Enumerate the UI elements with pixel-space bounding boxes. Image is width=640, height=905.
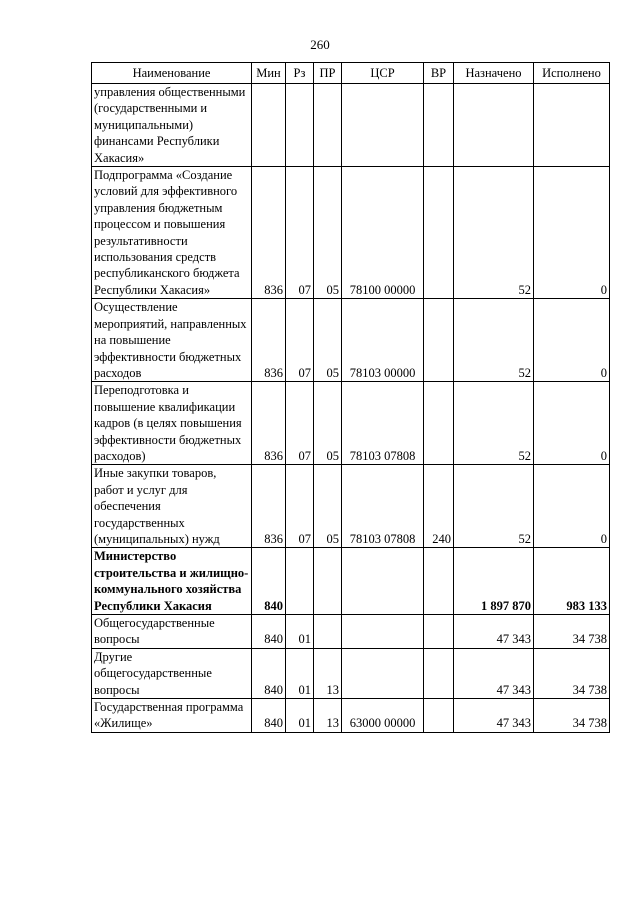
cell-min: 840 [252,699,286,733]
cell-rz [286,84,314,167]
table-row [92,699,610,733]
cell-min: 840 [252,548,286,615]
table-row [92,465,610,548]
table-row [92,382,610,465]
cell-executed: 0 [534,382,610,465]
cell-vr [424,84,454,167]
cell-name: Подпрограмма «Создание условий для эффективного управления бюджетным процессом и повышения результативности использования средств республиканского бюджета Республики Хакасия» [92,167,252,299]
table-row [92,84,610,167]
table-row [92,299,610,382]
cell-pr: 05 [314,465,342,548]
cell-min: 840 [252,648,286,698]
cell-executed: 34 738 [534,648,610,698]
cell-name: Государственная программа «Жилище» [92,699,252,733]
page-number: 260 [310,37,330,52]
cell-pr [314,548,342,615]
cell-csr [342,84,424,167]
cell-min: 836 [252,465,286,548]
cell-assigned [454,84,534,167]
header-min: Мин [252,63,286,84]
cell-csr: 78103 07808 [342,382,424,465]
cell-assigned: 47 343 [454,615,534,649]
cell-vr [424,548,454,615]
cell-executed: 0 [534,167,610,299]
cell-name: Переподготовка и повышение квалификации кадров (в целях повышения эффективности бюджетных расходов) [92,382,252,465]
table-row [92,167,610,299]
cell-name: Министерство строительства и жилищно-коммунального хозяйства Республики Хакасия [92,548,252,615]
cell-csr [342,548,424,615]
cell-csr [342,648,424,698]
cell-pr: 05 [314,299,342,382]
cell-min [252,84,286,167]
cell-pr: 05 [314,167,342,299]
cell-csr: 78100 00000 [342,167,424,299]
cell-pr [314,615,342,649]
cell-rz: 01 [286,648,314,698]
cell-executed: 983 133 [534,548,610,615]
cell-assigned: 52 [454,465,534,548]
header-vr: ВР [424,63,454,84]
cell-rz: 07 [286,465,314,548]
cell-rz: 01 [286,699,314,733]
cell-pr [314,84,342,167]
cell-rz: 07 [286,299,314,382]
header-assigned: Назначено [454,63,534,84]
cell-rz: 07 [286,167,314,299]
header-pr: ПР [314,63,342,84]
cell-min: 840 [252,615,286,649]
budget-table [91,62,610,733]
header-executed: Исполнено [534,63,610,84]
cell-assigned: 52 [454,167,534,299]
header-csr: ЦСР [342,63,424,84]
cell-assigned: 47 343 [454,648,534,698]
table-row [92,548,610,615]
cell-csr: 63000 00000 [342,699,424,733]
table-header-row [92,63,610,84]
cell-csr: 78103 00000 [342,299,424,382]
cell-assigned: 52 [454,299,534,382]
cell-name: Другие общегосударственные вопросы [92,648,252,698]
cell-vr [424,299,454,382]
cell-executed: 0 [534,465,610,548]
table-row [92,648,610,698]
cell-rz [286,548,314,615]
cell-vr [424,382,454,465]
cell-pr: 13 [314,699,342,733]
cell-vr [424,699,454,733]
cell-name: Иные закупки товаров, работ и услуг для обеспечения государственных (муниципальных) нужд [92,465,252,548]
cell-min: 836 [252,299,286,382]
cell-executed [534,84,610,167]
cell-csr: 78103 07808 [342,465,424,548]
cell-name: Осуществление мероприятий, направленных на повышение эффективности бюджетных расходов [92,299,252,382]
cell-rz: 01 [286,615,314,649]
cell-executed: 34 738 [534,699,610,733]
cell-vr: 240 [424,465,454,548]
cell-name: Общегосударственные вопросы [92,615,252,649]
cell-vr [424,167,454,299]
cell-min: 836 [252,167,286,299]
cell-vr [424,648,454,698]
cell-assigned: 47 343 [454,699,534,733]
cell-pr: 05 [314,382,342,465]
cell-rz: 07 [286,382,314,465]
cell-csr [342,615,424,649]
header-name: Наименование [92,63,252,84]
cell-executed: 0 [534,299,610,382]
cell-pr: 13 [314,648,342,698]
cell-name: управления общественными (государственными и муниципальными) финансами Республики Хакасия» [92,84,252,167]
cell-assigned: 1 897 870 [454,548,534,615]
cell-min: 836 [252,382,286,465]
table-row [92,615,610,649]
cell-vr [424,615,454,649]
cell-executed: 34 738 [534,615,610,649]
cell-assigned: 52 [454,382,534,465]
header-rz: Рз [286,63,314,84]
